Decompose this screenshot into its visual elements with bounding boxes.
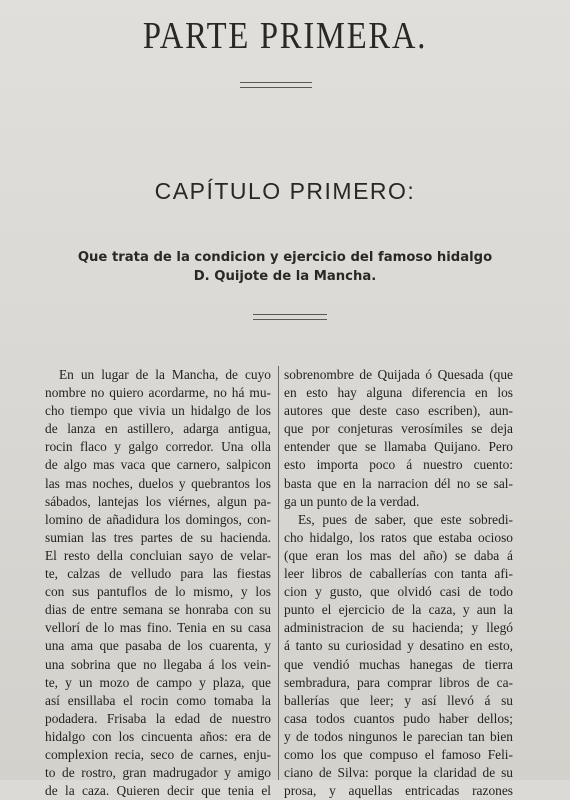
text-line: vellorí de lo mas fino. Tenia en su casa (45, 620, 271, 636)
chapter-summary (0, 248, 570, 286)
text-line: te, y un mozo de campo y plaza, que (45, 674, 271, 690)
text-line: leer libros de caballerías con tanta afi- (284, 566, 513, 582)
text-line: lomino de añadidura los domingos, con- (45, 511, 271, 527)
text-line: rocin flaco y galgo corredor. Una olla (45, 439, 271, 455)
text-line: cion y gusto, que olvidó casi de todo (284, 584, 513, 600)
text-line: que por conjeturas verosímiles se deja (284, 421, 513, 437)
text-line: hidalgo con los cincuenta años: era de (45, 728, 271, 744)
text-line: de algo mas vaca que carnero, salpicon (45, 457, 271, 473)
right-text-column (284, 366, 513, 800)
text-line: nombre no quiero acordarme, no há mu- (45, 385, 271, 401)
text-line: entender que se llamaba Quijano. Pero (284, 439, 513, 455)
text-line: to de rostro, gran madrugador y amigo (45, 765, 271, 781)
text-line: que vendió muchas hanegas de tierra (284, 656, 513, 672)
text-line: basta que en la narracion dél no se sal- (284, 475, 513, 491)
text-line: casa todos cuantos pudo haber dellos; (284, 710, 513, 726)
text-line: sobrenombre de Quijada ó Quesada (que (284, 367, 513, 382)
text-line: dias de entre semana se honraba con su (45, 602, 271, 618)
text-line: El resto della concluian sayo de velar- (45, 547, 271, 563)
text-line: (que eran los mas del año) se daba á (284, 547, 513, 563)
text-line: prosa, y aquellas entricadas razones (284, 783, 513, 799)
text-line: complexion recia, seco de carnes, enju- (45, 746, 271, 762)
text-line: cho tiempo que vivia un hidalgo de los (45, 403, 271, 419)
text-line: como los que compuso el famoso Feli- (284, 746, 513, 762)
text-line: te, calzas de velludo para las fiestas (45, 566, 271, 582)
text-line: cho hidalgo, los ratos que estaba ocioso (284, 529, 513, 545)
text-line: de lanza en astillero, adarga antigua, (45, 421, 271, 437)
text-line: ga un punto de la verdad. (284, 493, 420, 509)
text-line: en esto hay alguna diferencia en los (284, 385, 513, 401)
text-line: ciano de Silva: porque la claridad de su (284, 765, 513, 781)
text-line: administracion de su hacienda; y llegó (284, 620, 513, 636)
text-line: de la caza. Quieren decir que tenia el (45, 783, 271, 799)
title-rule (240, 82, 312, 88)
text-line: una ama que pasaba de los cuarenta, y (45, 638, 271, 654)
text-line: ballerías que leer; y así llevó á su (284, 692, 513, 708)
text-line: una sobrina que no llegaba á los vein- (45, 656, 271, 672)
left-text-column (45, 366, 271, 800)
summary-line-2: D. Quijote de la Mancha. (193, 269, 377, 284)
text-line: y de todos ningunos le parecian tan bien (284, 728, 513, 744)
summary-line-1: Que trata de la condicion y ejercicio del famoso hidalgo (77, 250, 493, 265)
text-line: á tanto su curiosidad y desatino en esto, (284, 638, 513, 654)
part-title: PARTE PRIMERA. (142, 15, 428, 57)
text-line: En un lugar de la Mancha, de cuyo (59, 367, 271, 382)
text-line: sembradura, para comprar libros de ca- (284, 674, 513, 690)
column-divider (278, 366, 279, 780)
text-line: con sus pantuflos de lo mismo, y los (45, 584, 271, 600)
text-line: podadera. Frisaba la edad de nuestro (45, 710, 271, 726)
text-line: las mas noches, duelos y quebrantos los (45, 475, 271, 491)
text-line: Es, pues de saber, que este sobredi- (298, 511, 513, 527)
text-line: sábados, lantejas los viérnes, algun pa- (45, 493, 271, 509)
summary-rule (253, 314, 327, 320)
text-line: punto el ejercicio de la caza, y aun la (284, 602, 513, 618)
text-line: sumian las tres partes de su hacienda. (45, 529, 271, 545)
text-line: esto importa poco á nuestro cuento: (284, 457, 513, 473)
text-line: autores que deste caso escriben), aun- (284, 403, 513, 419)
chapter-title: CAPÍTULO PRIMERO: (154, 178, 416, 204)
text-line: así ensillaba el rocin como tomaba la (45, 692, 271, 708)
